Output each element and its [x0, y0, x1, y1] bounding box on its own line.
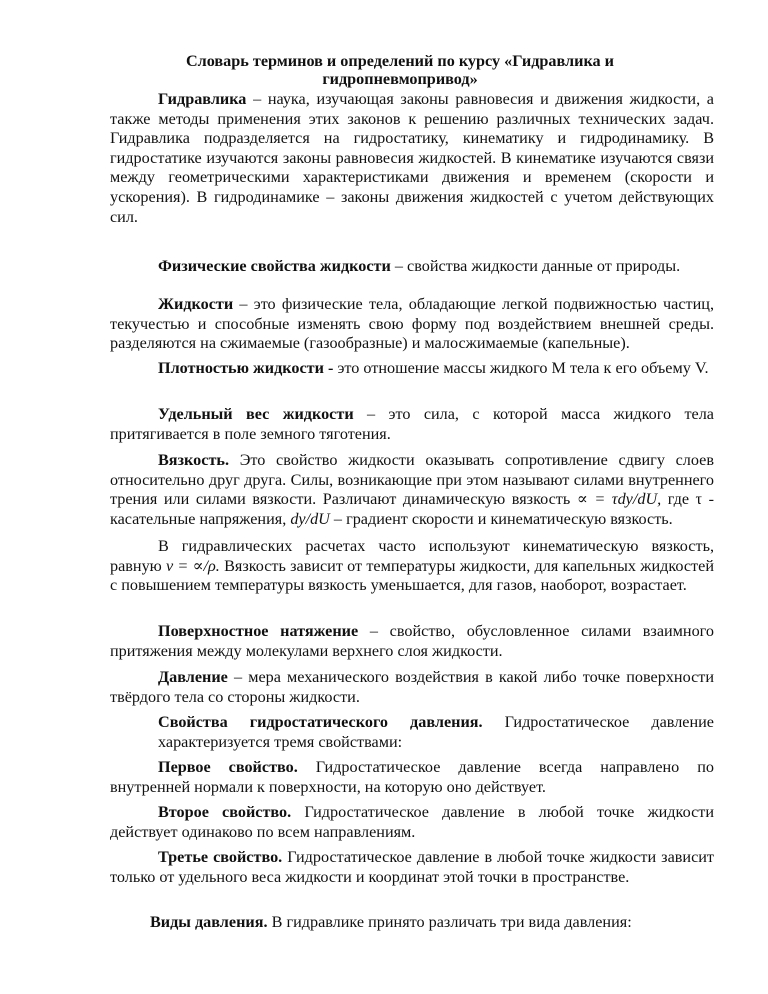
definition-text: где τ - касательные напряжения,: [110, 490, 715, 528]
paragraph-first-property: [110, 758, 714, 797]
definition-text: – это физические тела, обладающие легкой подвижностью частиц, текучестью и способные изменять свою форму под воздействием внешней среды. разделяются на сжимаемые (газообразные) и малосжимаемые (капельные).: [110, 295, 714, 353]
term-pressure-types: Виды давления.: [150, 913, 268, 931]
term-viscosity: Вязкость.: [158, 451, 230, 469]
term-hydraulics: Гидравлика: [158, 90, 247, 108]
paragraph-surface-tension: [110, 622, 714, 661]
term-pressure: Давление: [158, 668, 228, 686]
definition-text: Вязкость зависит от температуры жидкости, для капельных жидкостей с повышением температуры вязкость уменьшается, для газов, наоборот, возрастает.: [110, 556, 714, 595]
paragraph-liquids: [110, 295, 714, 354]
definition-text: – свойства жидкости данные от природы.: [390, 257, 681, 275]
definition-text: Гидростатическое давление всегда направлено по внутренней нормали к поверхности, на которую оно действует.: [110, 758, 714, 796]
term-hydrostatic-properties: Свойства гидростатического давления.: [158, 713, 483, 731]
definition-text: – градиент скорости и кинематическую вязкость.: [329, 509, 673, 528]
definition-text: Это свойство жидкости оказывать сопротивление сдвигу слоев относительно друг друга. Силы, возникающие при этом называют силами внутреннего трения или силами вязкости. Различают динамическую вязкость: [110, 451, 714, 509]
definition-text: Гидростатическое давление характеризуется тремя свойствами:: [158, 713, 714, 751]
term-liquids: Жидкости: [158, 295, 234, 313]
definition-text: – мера механического воздействия в какой либо точке поверхности твёрдого тела со стороны жидкости.: [110, 668, 714, 706]
formula-dynamic-viscosity: ∝ = τdy/dU,: [576, 490, 662, 509]
definition-text: В гидравлических расчетах часто используют кинематическую вязкость, равную: [110, 537, 714, 575]
definition-text: – свойство, обусловленное силами взаимного притяжения между молекулами верхнего слоя жидкости.: [110, 622, 715, 660]
formula-gradient: dy/dU: [290, 509, 330, 528]
term-density: Плотностью жидкости -: [158, 359, 334, 377]
paragraph-third-property: [110, 848, 714, 887]
term-third-property: Третье свойство.: [158, 848, 283, 866]
term-first-property: Первое свойство.: [158, 758, 298, 776]
term-second-property: Второе свойство.: [158, 803, 292, 821]
definition-text: – это сила, с которой масса жидкого тела притягивается в поле земного тяготения.: [110, 405, 714, 443]
term-specific-weight: Удельный вес жидкости: [158, 405, 354, 423]
document-title: Словарь терминов и определений по курсу «Гидравлика и гидропневмопривод»: [185, 52, 615, 88]
paragraph-viscosity: [110, 451, 714, 529]
paragraph-hydrostatic-properties: [158, 713, 714, 752]
term-surface-tension: Поверхностное натяжение: [158, 622, 359, 640]
paragraph-hydraulics: [110, 90, 714, 227]
paragraph-density: [110, 359, 714, 379]
term-physical-properties: Физические свойства жидкости: [158, 257, 391, 275]
paragraph-pressure-types: [150, 913, 714, 933]
paragraph-pressure: [110, 668, 714, 707]
definition-text: Гидростатическое давление в любой точке жидкости зависит только от удельного веса жидкости и координат этой точки в пространстве.: [110, 848, 714, 886]
paragraph-second-property: [110, 803, 714, 842]
definition-text: Гидростатическое давление в любой точке жидкости действует одинаково по всем направлениям.: [110, 803, 714, 841]
paragraph-physical-properties: [110, 257, 714, 277]
formula-kinematic-viscosity: ν = ∝/ρ.: [166, 556, 220, 575]
paragraph-specific-weight: [110, 405, 714, 444]
paragraph-kinematic-viscosity: [110, 537, 714, 596]
definition-text: это отношение массы жидкого М тела к его объему V.: [333, 359, 709, 377]
definition-text: В гидравлике принято различать три вида давления:: [267, 913, 632, 931]
definition-text: – наука, изучающая законы равновесия и движения жидкости, а также методы применения этих законов к решению различных технических задач. Гидравлика подразделяется на гидростатику, кинематику и гидродинамику. В гидростатике изучаются законы равновесия жидкостей. В кинематике изучаются связи между геометрическими характеристиками движения и временем (скорости и ускорения). В гидродинамике – законы движения жидкостей с учетом действующих сил.: [110, 90, 714, 226]
